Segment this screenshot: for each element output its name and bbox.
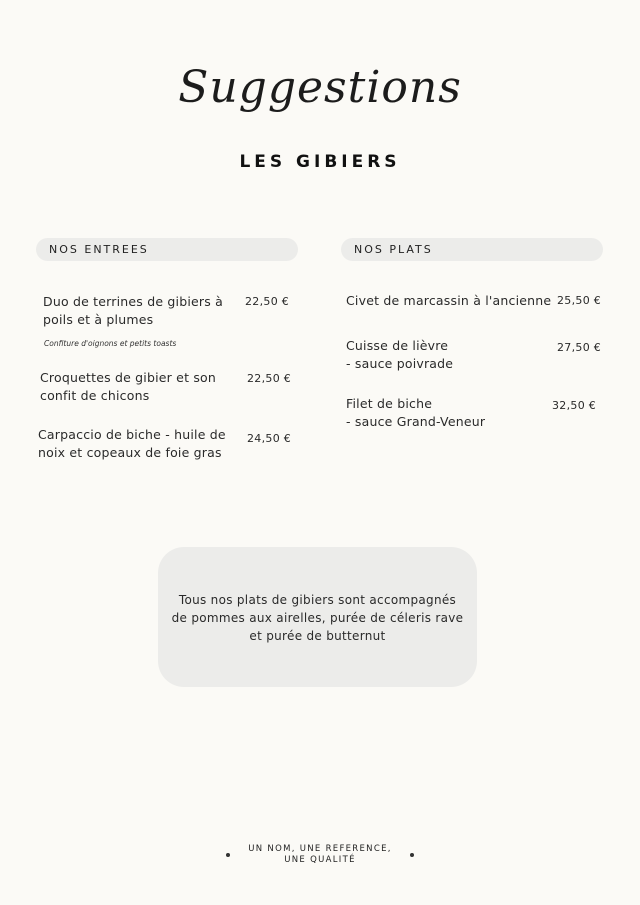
entree-item-2-price: 22,50 € [247,372,292,385]
plat-item-3-line1: Filet de biche [346,396,433,411]
plat-item-3-price: 32,50 € [552,399,597,412]
plats-heading: NOS PLATS [341,238,603,261]
entree-item-3-price: 24,50 € [247,432,292,445]
entree-item-3-line2: noix et copeaux de foie gras [38,445,222,460]
footer-line-1: UN NOM, UNE REFERENCE, [248,844,392,854]
footer-line-2: UNE QUALITÉ [284,855,356,865]
plat-item-1-line1: Civet de marcassin à l'ancienne [346,293,552,308]
plat-item-1-price: 25,50 € [557,294,602,307]
page-subtitle: LES GIBIERS [239,152,401,172]
entree-item-2-line2: confit de chicons [40,388,150,403]
plat-item-2-line1: Cuisse de lièvre [346,338,449,353]
entree-item-1-price: 22,50 € [245,295,290,308]
entree-item-1 [43,293,223,329]
info-line-2: de pommes aux airelles, purée de céleris rave [171,611,464,625]
page-script-title: Suggestions [178,62,462,113]
accompaniment-info-box [158,547,477,687]
entree-item-1-line2: poils et à plumes [43,312,154,327]
plat-item-3-line2: - sauce Grand-Veneur [346,414,486,429]
info-line-1: Tous nos plats de gibiers sont accompagnés [178,593,457,607]
footer-tagline [0,844,640,866]
entree-item-1-note: Confiture d'oignons et petits toasts [44,339,177,348]
plat-item-3 [346,395,485,431]
plat-item-2-price: 27,50 € [557,341,602,354]
info-line-3: et purée de butternut [249,629,386,643]
entree-item-2-line1: Croquettes de gibier et son [40,370,217,385]
entree-item-1-line1: Duo de terrines de gibiers à [43,294,223,309]
entree-item-3-line1: Carpaccio de biche - huile de [38,427,226,442]
plat-item-2-line2: - sauce poivrade [346,356,454,371]
plat-item-2 [346,337,453,373]
entree-item-3 [38,426,226,462]
entree-item-2 [40,369,216,405]
entrees-heading: NOS ENTREES [36,238,298,261]
footer-dot-right [410,853,414,857]
plat-item-1 [346,292,551,310]
